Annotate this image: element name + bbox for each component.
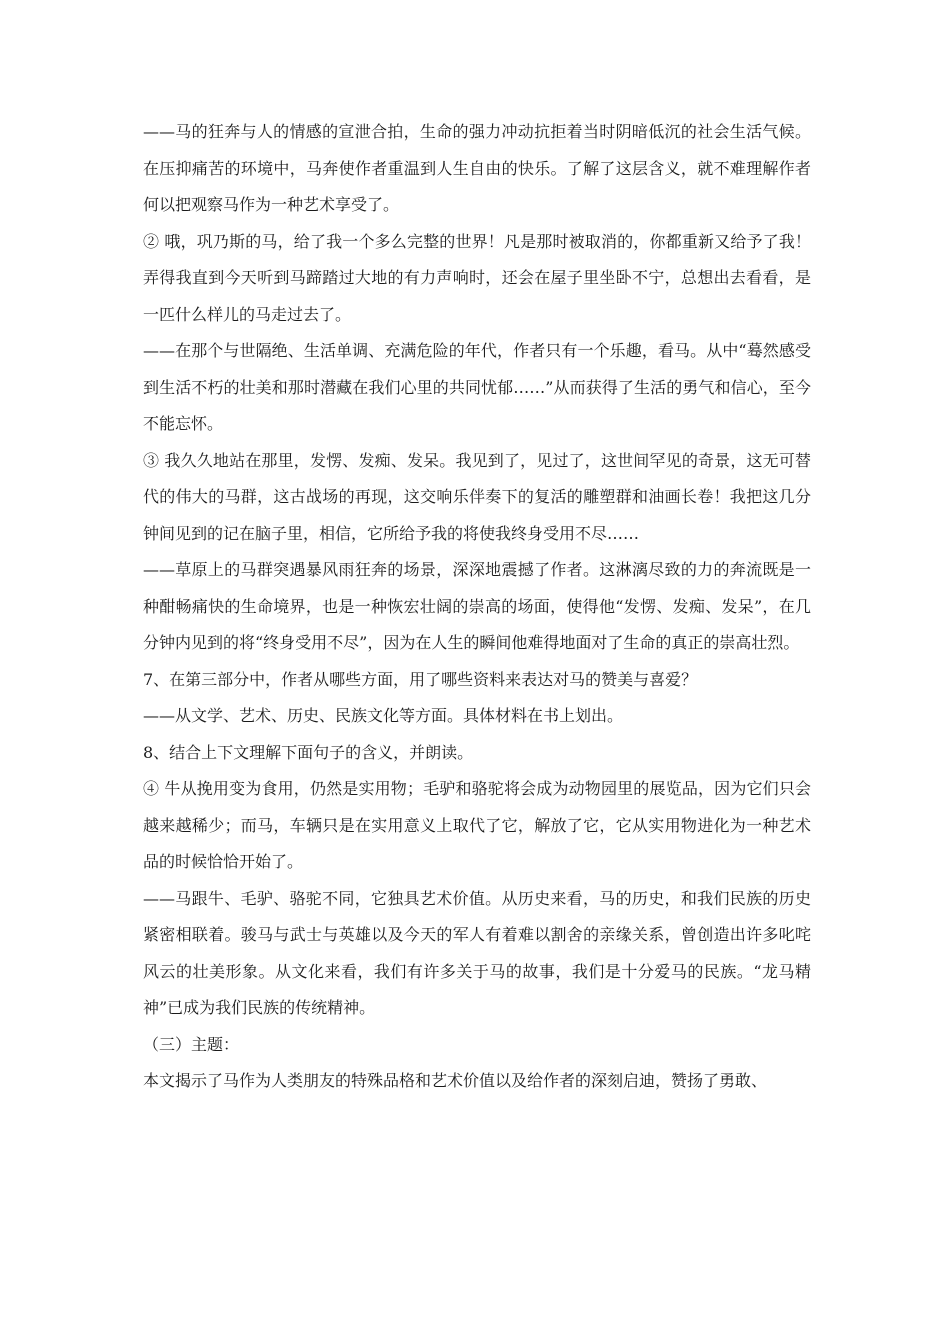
question-8: 8、结合上下文理解下面句子的含义，并朗读。 xyxy=(143,742,474,762)
paragraph-analysis-3: ——草原上的马群突遇暴风雨狂奔的场景，深深地震撼了作者。这淋漓尽致的力的奔流既是一种酣畅痛快的生命境界，也是一种恢宏壮阔的崇高的场面，使得他“发愣、发痴、发呆”，在几分钟内见到的将“终身受用不尽”，因为在人生的瞬间他难得地面对了生命的真正的崇高壮烈。 xyxy=(143,560,811,652)
paragraph-theme: 本文揭示了马作为人类朋友的特殊品格和艺术价值以及给作者的深刻启迪，赞扬了勇敢、 xyxy=(143,1071,768,1090)
answer-7: ——从文学、艺术、历史、民族文化等方面。具体材料在书上划出。 xyxy=(143,706,624,725)
paragraph-quote-4: ④ 牛从挽用变为食用，仍然是实用物；毛驴和骆驼将会成为动物园里的展览品，因为它们只会越来越稀少；而马，车辆只是在实用意义上取代了它，解放了它，它从实用物进化为一种艺术品的时候恰恰开始了。 xyxy=(143,779,811,871)
paragraph-quote-3: ③ 我久久地站在那里，发愣、发痴、发呆。我见到了，见过了，这世间罕见的奇景，这无可替代的伟大的马群，这古战场的再现，这交响乐伴奏下的复活的雕塑群和油画长卷！我把这几分钟间见到的记在脑子里，相信，它所给予我的将使我终身受用不尽…… xyxy=(143,450,811,543)
question-7: 7、在第三部分中，作者从哪些方面，用了哪些资料来表达对马的赞美与喜爱？ xyxy=(143,669,698,689)
paragraph-analysis-4: ——马跟牛、毛驴、骆驼不同，它独具艺术价值。从历史来看，马的历史，和我们民族的历史紧密相联着。骏马与武士与英雄以及今天的军人有着难以割舍的亲缘关系，曾创造出许多叱咤风云的壮美形象。从文化来看，我们有许多关于马的故事，我们是十分爱马的民族。“龙马精神”已成为我们民族的传统精神。 xyxy=(143,888,811,1017)
section-heading-theme: （三）主题： xyxy=(143,1034,240,1054)
paragraph-analysis-2: ——在那个与世隔绝、生活单调、充满危险的年代，作者只有一个乐趣，看马。从中“蓦然感受到生活不朽的壮美和那时潜藏在我们心里的共同忧郁……”从而获得了生活的勇气和信心，至今不能忘怀。 xyxy=(143,341,811,433)
paragraph-horse-passion: ——马的狂奔与人的情感的宣泄合拍，生命的强力冲动抗拒着当时阴暗低沉的社会生活气候。在压抑痛苦的环境中，马奔使作者重温到人生自由的快乐。了解了这层含义，就不难理解作者何以把观察马作为一种艺术享受了。 xyxy=(143,122,811,214)
document-page xyxy=(143,114,811,1100)
paragraph-quote-2: ② 哦，巩乃斯的马，给了我一个多么完整的世界！凡是那时被取消的，你都重新又给予了我！弄得我直到今天听到马蹄踏过大地的有力声响时，还会在屋子里坐卧不宁，总想出去看看，是一匹什么样儿的马走过去了。 xyxy=(143,231,811,324)
